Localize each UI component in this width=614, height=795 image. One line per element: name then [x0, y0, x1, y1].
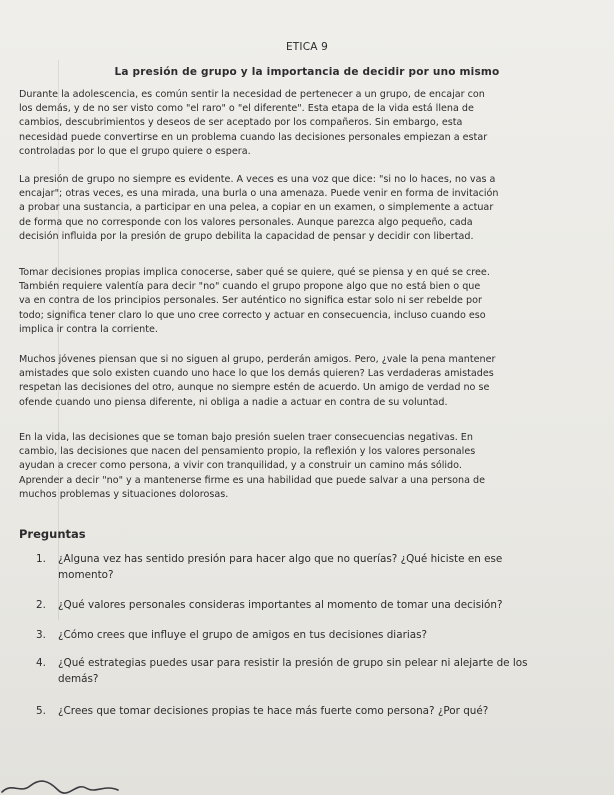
course-code: ETICA 9 — [285, 41, 329, 53]
question-item — [36, 655, 606, 687]
question-number: 3. — [36, 629, 46, 641]
question-item — [36, 551, 606, 583]
question-number: 1. — [36, 553, 46, 565]
document-title: La presión de grupo y la importancia de decidir por uno mismo — [114, 66, 500, 78]
question-item — [36, 627, 606, 643]
question-number: 2. — [36, 599, 46, 611]
question-item — [36, 703, 606, 719]
question-text: ¿Qué estrategias puedes usar para resistir la presión de grupo sin pelear ni alejarte de los demás? — [58, 657, 528, 685]
question-number: 5. — [36, 705, 46, 717]
question-text: ¿Cómo crees que influye el grupo de amigos en tus decisiones diarias? — [58, 629, 428, 641]
question-item — [36, 597, 606, 613]
question-text: ¿Qué valores personales consideras importantes al momento de tomar una decisión? — [58, 599, 503, 611]
paragraph-2: La presión de grupo no siempre es evidente. A veces es una voz que dice: "si no lo haces, no vas a encajar"; otras veces, es una mirada, una burla o una amenaza. Puede venir en forma de invitación a probar una sustancia, a participar en una pelea, a copiar en un examen, o simplemente a actuar de forma que no corresponde con los valores personales. Aunque parezca algo pequeño, cada decisión influida por la presión de grupo debilita la capacidad de pensar y decidir con libertad. — [19, 174, 499, 242]
question-number: 4. — [36, 657, 46, 669]
questions-heading: Preguntas — [19, 527, 86, 541]
paragraph-1: Durante la adolescencia, es común sentir la necesidad de pertenecer a un grupo, de encajar con los demás, y de no ser visto como "el raro" o "el diferente". Esta etapa de la vida está llena de cambios, descubrimientos y deseos de ser aceptado por los compañeros. Sin embargo, esta necesidad puede convertirse en un problema cuando las decisiones personales empiezan a estar controladas por lo que el grupo quiere o espera. — [19, 89, 488, 157]
paragraph-4: Muchos jóvenes piensan que si no siguen al grupo, perderán amigos. Pero, ¿vale la pena mantener amistades que solo existen cuando uno hace lo que los demás quieren? Las verdaderas amistades respetan las decisiones del otro, aunque no siempre estén de acuerdo. Un amigo de verdad no se ofende cuando uno piensa diferente, ni obliga a nadie a actuar en contra de su voluntad. — [19, 354, 496, 408]
question-text: ¿Crees que tomar decisiones propias te hace más fuerte como persona? ¿Por qué? — [58, 705, 489, 717]
handwriting-scribble — [0, 772, 120, 795]
question-text: ¿Alguna vez has sentido presión para hacer algo que no querías? ¿Qué hiciste en ese momento? — [58, 553, 503, 581]
paragraph-5: En la vida, las decisiones que se toman bajo presión suelen traer consecuencias negativas. En cambio, las decisiones que nacen del pensamiento propio, la reflexión y los valores personales ayudan a crecer como persona, a vivir con tranquilidad, y a construir un camino más sólido. Aprender a decir "no" y a mantenerse firme es una habilidad que puede salvar a una persona de muchos problemas y situaciones dolorosas. — [19, 432, 485, 500]
paragraph-3: Tomar decisiones propias implica conocerse, saber qué se quiere, qué se piensa y en qué se cree. También requiere valentía para decir "no" cuando el grupo propone algo que no está bien o que va en contra de los principios personales. Ser auténtico no significa estar solo ni ser rebelde por todo; significa tener claro lo que uno cree correcto y actuar en consecuencia, incluso cuando eso implica ir contra la corriente. — [19, 267, 490, 335]
